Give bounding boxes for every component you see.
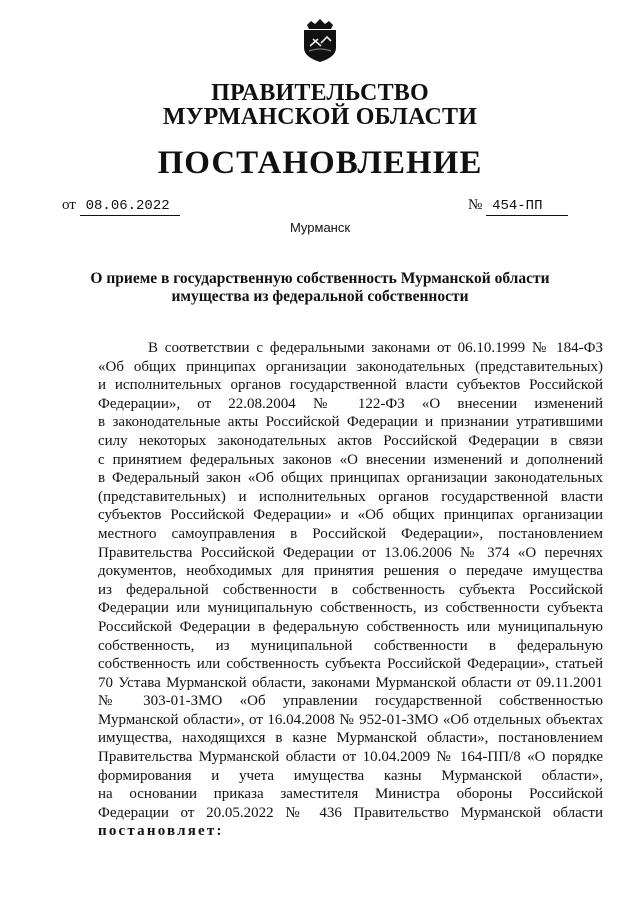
- body-line: из федеральной собственности в собственность субъекта Российской: [98, 581, 603, 598]
- coat-of-arms-emblem: [301, 15, 339, 63]
- body-line: В соответствии с федеральными законами от 06.10.1999 № 184-ФЗ: [148, 340, 603, 356]
- number-prefix: №: [468, 197, 483, 213]
- body-line: субъектов Российской Федерации» и «Об общих принципах организации: [98, 507, 603, 524]
- date-value: 08.06.2022: [80, 197, 180, 216]
- resolve-statement: постановляет:: [98, 823, 224, 840]
- body-line: «Об общих принципах организации законодательных (представительных): [98, 358, 603, 375]
- government-title-line2: МУРМАНСКОЙ ОБЛАСТИ: [162, 104, 478, 130]
- body-line: местного самоуправления в Российской Федерации», постановлением: [98, 525, 603, 542]
- body-line: силу некоторых законодательных актов Российской Федерации в связи: [98, 432, 603, 449]
- coat-of-arms-icon: [301, 15, 339, 63]
- body-line: и исполнительных органов государственной власти субъектов Российской: [98, 377, 603, 394]
- body-line: с принятием федеральных законов «О внесении изменений и дополнений: [98, 451, 603, 468]
- subject-line1: О приеме в государственную собственность Мурманской области: [90, 270, 550, 287]
- body-line: на основании приказа заместителя Министра обороны Российской: [98, 786, 603, 803]
- body-line: Правительства Мурманской области от 10.04.2009 № 164-ПП/8 «О порядке: [98, 749, 603, 766]
- body-line: Федерации или муниципальную собственность, из собственности субъекта: [98, 600, 603, 617]
- body-line: формирования и учета имущества казны Мурманской области»,: [98, 767, 603, 784]
- body-line: Федерации», от 22.08.2004 № 122-ФЗ «О внесении изменений: [98, 395, 603, 412]
- body-line: Мурманской области», от 16.04.2008 № 952-01-ЗМО «Об отдельных объектах: [98, 711, 603, 728]
- body-line: Правительства Российской Федерации от 13.06.2006 № 374 «О перечнях: [98, 544, 603, 561]
- body-line: в законодательные акты Российской Федерации и признании утратившими: [98, 414, 603, 431]
- subject-line2: имущества из федеральной собственности: [171, 288, 469, 305]
- city-label: Мурманск: [289, 220, 351, 235]
- body-line: имущества, находящихся в казне Мурманской области», постановлением: [98, 730, 603, 747]
- date-field: [62, 196, 180, 216]
- body-line: собственность, из муниципальной собственности в федеральную: [98, 637, 603, 654]
- document-type-title: ПОСТАНОВЛЕНИЕ: [157, 145, 483, 181]
- body-line: (представительных) и исполнительных органов государственной власти: [98, 488, 603, 505]
- number-field: [468, 196, 568, 216]
- body-line: документов, необходимых для принятия решения о передаче имущества: [98, 563, 603, 580]
- body-line: 70 Устава Мурманской области, законами Мурманской области от 09.11.2001: [98, 674, 603, 691]
- body-text: [98, 339, 603, 841]
- body-line: в Федеральный закон «Об общих принципах организации законодательных: [98, 470, 603, 487]
- number-value: 454-ПП: [486, 197, 568, 216]
- government-title-line1: ПРАВИТЕЛЬСТВО: [211, 80, 429, 106]
- body-line: № 303-01-ЗМО «Об управлении государственной собственностью: [98, 693, 603, 710]
- body-line: Федерации от 20.05.2022 № 436 Правительство Мурманской области: [98, 804, 603, 821]
- body-line: Российской Федерации в федеральную собственность или муниципальную: [98, 618, 603, 635]
- body-line: собственность или собственность субъекта Российской Федерации», статьей: [98, 656, 603, 673]
- date-prefix: от: [62, 197, 76, 213]
